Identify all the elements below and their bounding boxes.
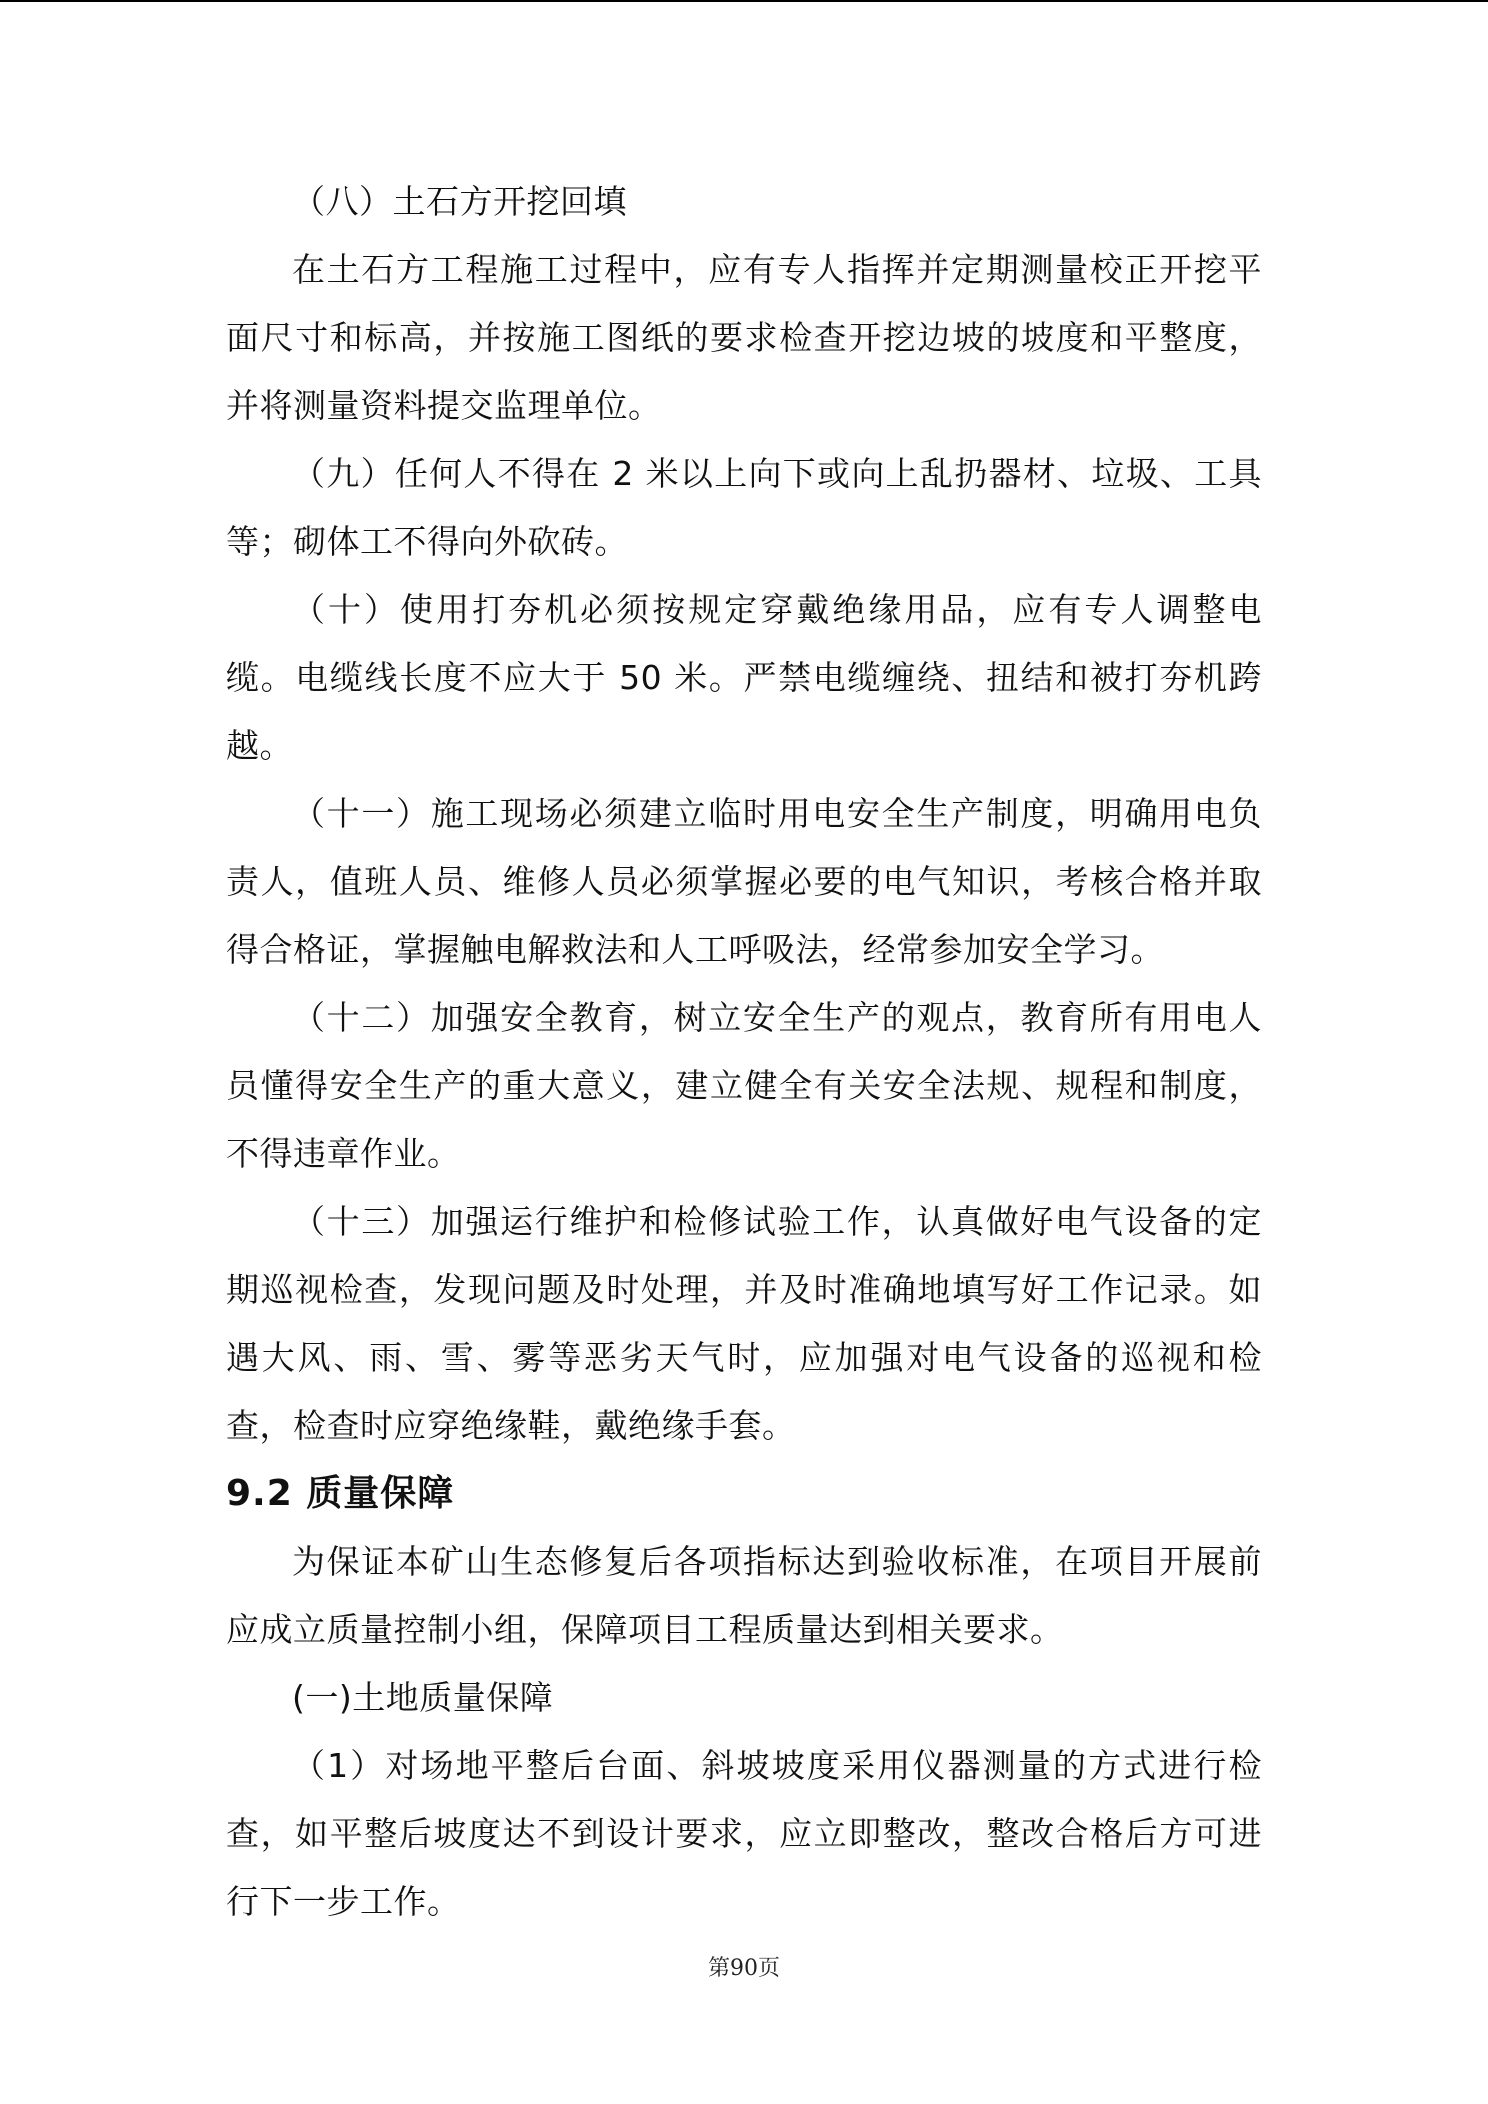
item-12-paragraph: （十二）加强安全教育，树立安全生产的观点，教育所有用电人员懂得安全生产的重大意义，建立健全有关安全法规、规程和制度，不得违章作业。	[226, 998, 1262, 1173]
quality-intro-paragraph: 为保证本矿山生态修复后各项指标达到验收标准，在项目开展前应成立质量控制小组，保障项目工程质量达到相关要求。	[226, 1542, 1262, 1649]
item-9-paragraph: （九）任何人不得在 2 米以上向下或向上乱扔器材、垃圾、工具等；砌体工不得向外砍砖。	[226, 454, 1262, 561]
top-border-line	[0, 0, 1488, 2]
section-heading-quality: 9.2 质量保障	[226, 1473, 455, 1514]
item-10-paragraph: （十）使用打夯机必须按规定穿戴绝缘用品，应有专人调整电缆。电缆线长度不应大于 50 米。严禁电缆缠绕、扭结和被打夯机跨越。	[226, 590, 1262, 765]
item-8-body: 在土石方工程施工过程中，应有专人指挥并定期测量校正开挖平面尺寸和标高，并按施工图纸的要求检查开挖边坡的坡度和平整度，并将测量资料提交监理单位。	[226, 250, 1262, 425]
document-body	[226, 168, 1262, 1936]
item-8-heading: （八）土石方开挖回填	[292, 182, 627, 221]
land-quality-item-1: （1）对场地平整后台面、斜坡坡度采用仪器测量的方式进行检查，如平整后坡度达不到设计要求，应立即整改，整改合格后方可进行下一步工作。	[226, 1746, 1262, 1921]
land-quality-subheading: (一)土地质量保障	[292, 1678, 554, 1717]
item-13-paragraph: （十三）加强运行维护和检修试验工作，认真做好电气设备的定期巡视检查，发现问题及时处理，并及时准确地填写好工作记录。如遇大风、雨、雪、雾等恶劣天气时，应加强对电气设备的巡视和检查，检查时应穿绝缘鞋，戴绝缘手套。	[226, 1202, 1262, 1445]
item-11-paragraph: （十一）施工现场必须建立临时用电安全生产制度，明确用电负责人，值班人员、维修人员必须掌握必要的电气知识，考核合格并取得合格证，掌握触电解救法和人工呼吸法，经常参加安全学习。	[226, 794, 1262, 969]
page-number: 第90页	[708, 1956, 780, 1981]
